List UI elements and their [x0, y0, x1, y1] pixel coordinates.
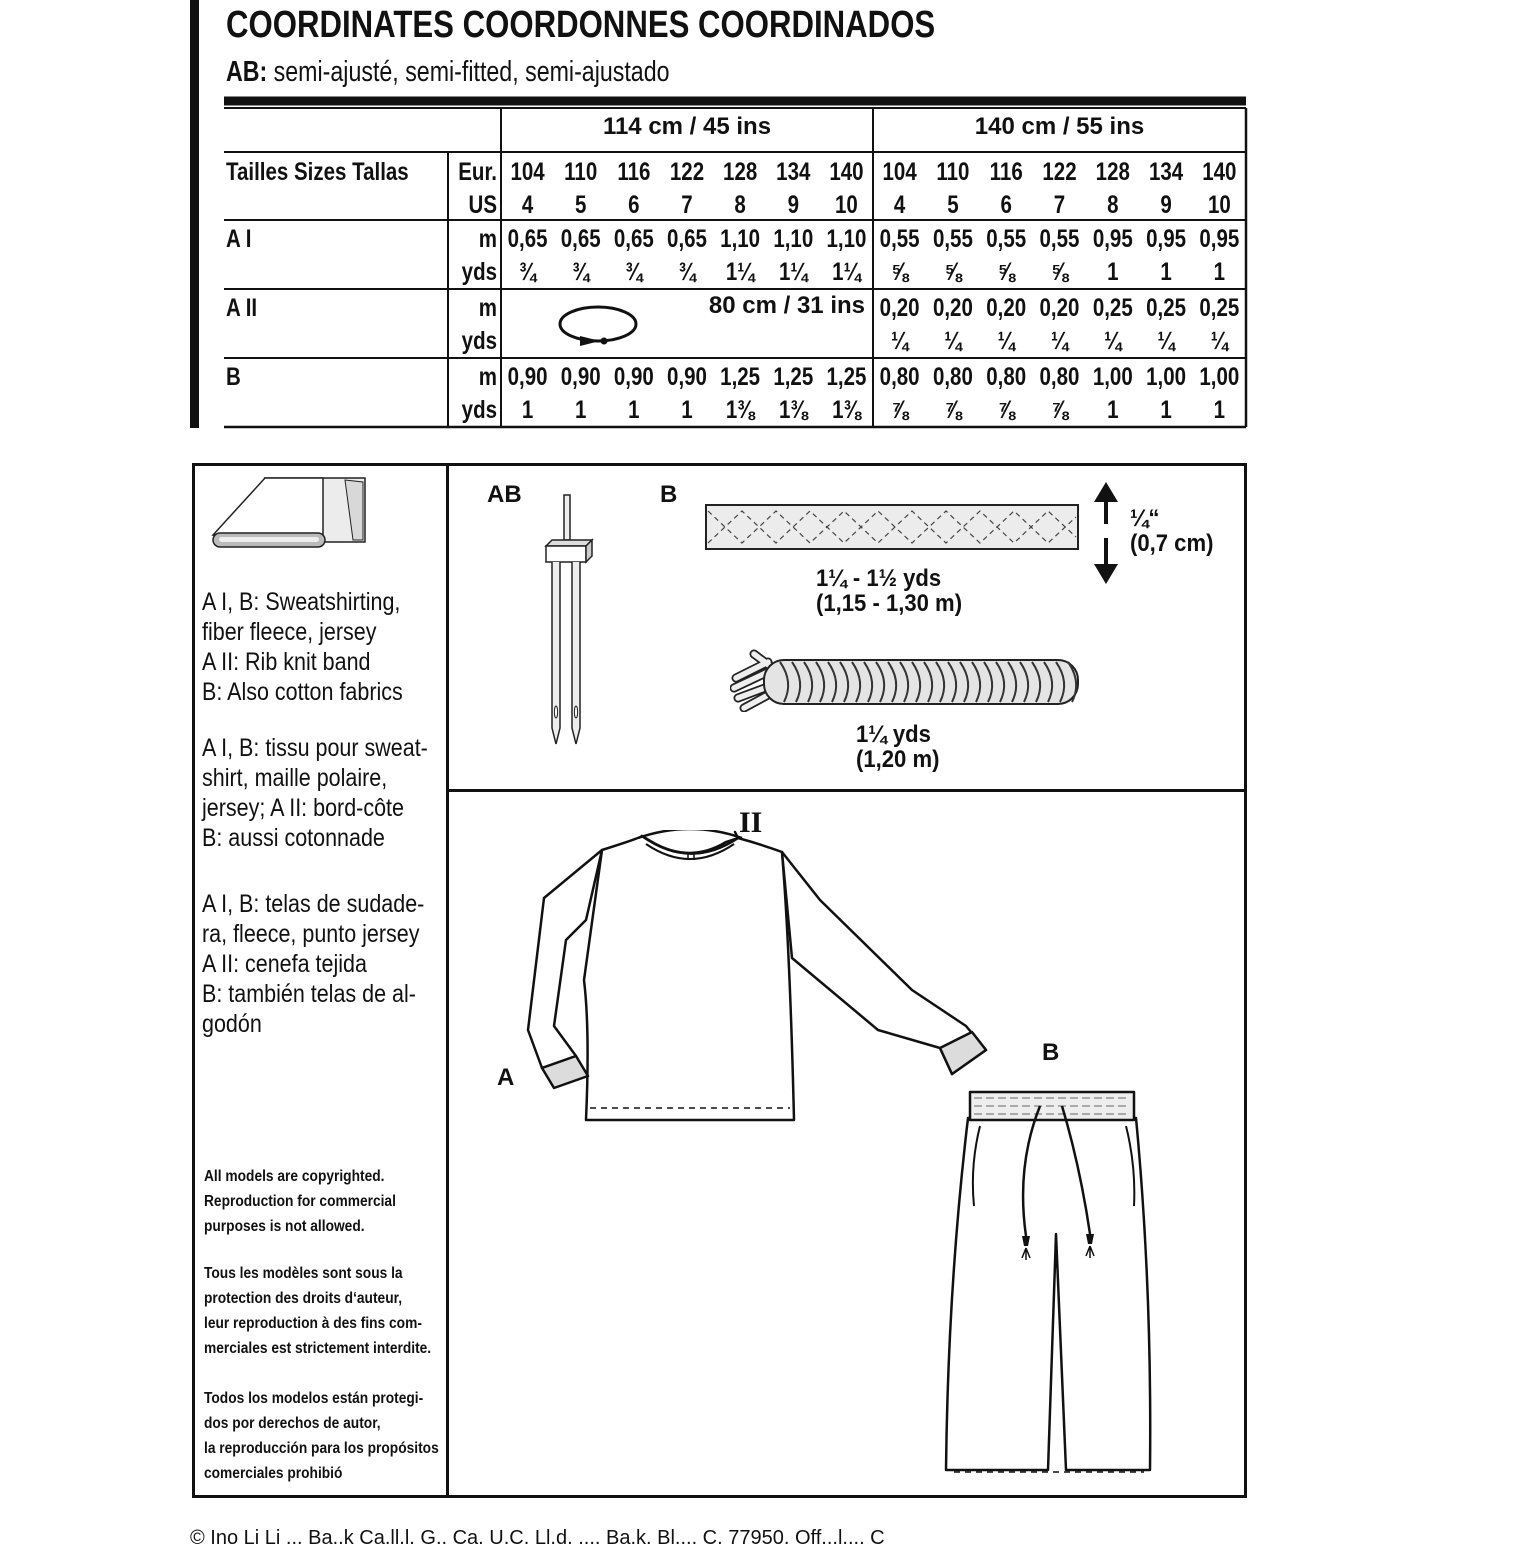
- us-size: 8: [1107, 190, 1119, 219]
- unit-m: m: [478, 293, 498, 322]
- yardage-yds: ⅝: [891, 257, 909, 286]
- yardage-m: 0,65: [560, 224, 601, 253]
- yardage-m: 0,20: [879, 293, 920, 322]
- yardage-yds: ⅝: [997, 257, 1015, 286]
- us-size: 4: [521, 190, 534, 219]
- copyright-es: [204, 1386, 439, 1486]
- copyright-line: comerciales prohibió: [204, 1465, 343, 1482]
- yardage-m: 0,90: [507, 362, 548, 391]
- yardage-yds: ⅝: [944, 257, 962, 286]
- fabric-es: [202, 889, 424, 1039]
- width-group-140: 140 cm / 55 ins: [974, 113, 1145, 140]
- column-divider: [446, 463, 449, 1498]
- view-label: A I: [226, 224, 252, 253]
- yardage-m: 1,10: [826, 224, 867, 253]
- eur-size: 134: [1148, 157, 1184, 186]
- yardage-yds: ⅞: [944, 395, 962, 424]
- view-label: B: [226, 362, 241, 391]
- us-size: 4: [893, 190, 906, 219]
- fabric-fr: [202, 733, 428, 853]
- yardage-m: 0,20: [1039, 293, 1080, 322]
- yardage-yds: 1: [575, 395, 587, 424]
- rib-band-label: II: [739, 806, 763, 839]
- fit-description: semi-ajusté, semi-fitted, semi-ajustado: [267, 56, 670, 88]
- needle-view-label: AB: [487, 481, 522, 508]
- copyright-line: Todos los modelos están protegi-: [204, 1390, 424, 1407]
- page-title: COORDINATES COORDONNES COORDINADOS: [226, 4, 936, 46]
- eur-size: 116: [989, 157, 1023, 186]
- yardage-yds: ¼: [1104, 326, 1122, 355]
- unit-yds: yds: [461, 326, 498, 355]
- yardage-m: 0,25: [1092, 293, 1133, 322]
- fabric-line: A II: Rib knit band: [202, 648, 371, 676]
- folded-fabric-icon: [205, 470, 375, 555]
- yardage-yds: ⅝: [1050, 257, 1069, 286]
- yardage-m: 1,25: [826, 362, 867, 391]
- eur-size: 122: [1042, 157, 1077, 186]
- sweatshirt-sketch: [520, 830, 1000, 1130]
- yardage-m: 0,20: [986, 293, 1027, 322]
- width-arrow-icon: [1092, 480, 1120, 588]
- us-size: 10: [835, 190, 858, 219]
- copyright-line: Tous les modèles sont sous la: [204, 1265, 403, 1282]
- yardage-yds: 1: [1160, 395, 1172, 424]
- yardage-m: 1,25: [720, 362, 761, 391]
- yardage-yds: ⅞: [1050, 395, 1069, 424]
- yardage-m: 0,95: [1199, 224, 1240, 253]
- yardage-table: [224, 96, 1248, 430]
- unit-m: m: [478, 224, 498, 253]
- yardage-yds: 1⅜: [832, 395, 861, 424]
- eur-size: 110: [936, 157, 970, 186]
- yardage-yds: 1: [521, 395, 534, 424]
- width-group-114: 114 cm / 45 ins: [602, 113, 772, 140]
- elastic-length-m: (1,15 - 1,30 m): [816, 590, 963, 617]
- yardage-m: 0,55: [932, 224, 973, 253]
- yardage-m: 1,10: [773, 224, 814, 253]
- rib-loop-icon: [560, 307, 636, 346]
- us-size: 6: [1000, 190, 1012, 219]
- yardage-m: 0,80: [986, 362, 1027, 391]
- yardage-yds: 1⅜: [779, 395, 808, 424]
- unit-m: m: [478, 362, 498, 391]
- copyright-line: dos por derechos de autor,: [204, 1415, 381, 1432]
- us-size: 9: [1160, 190, 1172, 219]
- fabric-line: shirt, maille polaire,: [202, 764, 388, 792]
- elastic-width-in: ¼“: [1130, 505, 1160, 532]
- yardage-yds: 1⅜: [725, 395, 755, 424]
- copyright-fr: [204, 1261, 431, 1361]
- fabric-line: A I, B: Sweatshirting,: [202, 588, 401, 616]
- elastic-length-yds: 1¼ - 1½ yds: [816, 565, 942, 592]
- copyright-line: merciales est strictement interdite.: [204, 1340, 432, 1357]
- eur-size: 122: [669, 157, 705, 186]
- yardage-m: 0,90: [560, 362, 601, 391]
- yardage-m: 1,00: [1092, 362, 1133, 391]
- yardage-yds: 1¼: [725, 257, 755, 286]
- yardage-m: 0,55: [1039, 224, 1080, 253]
- yardage-yds: ¾: [678, 257, 696, 286]
- fabric-line: godón: [202, 1010, 262, 1038]
- fabric-line: B: Also cotton fabrics: [202, 678, 403, 706]
- cord-length-yds: 1¼ yds: [856, 721, 931, 748]
- cord-length: [856, 722, 939, 772]
- copyright-line: Reproduction for commercial: [204, 1193, 396, 1210]
- us-size: 8: [734, 190, 746, 219]
- yardage-m: 0,55: [879, 224, 920, 253]
- footer-copyright: © Ino Li Li ... Ba..k Ca.ll.l. G.. Ca. U.C. Ll.d. .... Ba.k. Bl.... C. 77950. Off...l.... C: [190, 1527, 885, 1549]
- fit-subtitle: [226, 56, 670, 89]
- yardage-m: 1,00: [1146, 362, 1187, 391]
- fabric-line: B: también telas de al-: [202, 980, 416, 1008]
- yardage-yds: 1¼: [832, 257, 861, 286]
- eur-size: 128: [1095, 157, 1130, 186]
- eur-size: 110: [564, 157, 598, 186]
- yardage-yds: ¾: [572, 257, 590, 286]
- fabric-line: A I, B: telas de sudade-: [202, 890, 425, 918]
- us-label: US: [468, 190, 498, 219]
- fabric-line: A I, B: tissu pour sweat-: [202, 734, 428, 762]
- yardage-yds: ⅞: [891, 395, 909, 424]
- yardage-m: 1,25: [773, 362, 814, 391]
- yardage-yds: ¼: [1210, 326, 1228, 355]
- us-size: 5: [575, 190, 587, 219]
- yardage-yds: ⅞: [997, 395, 1015, 424]
- yardage-m: 0,65: [613, 224, 654, 253]
- left-margin-bar: [190, 0, 199, 428]
- copyright-en: [204, 1164, 396, 1239]
- elastic-view-label: B: [660, 481, 678, 508]
- yardage-m: 0,65: [507, 224, 548, 253]
- copyright-line: purposes is not allowed.: [204, 1218, 365, 1235]
- fabric-line: A II: cenefa tejida: [202, 950, 367, 978]
- yardage-yds: ¼: [944, 326, 962, 355]
- eur-size: 128: [723, 157, 758, 186]
- fabric-en: [202, 587, 403, 707]
- yardage-yds: ¼: [1157, 326, 1175, 355]
- yardage-m: 0,80: [879, 362, 920, 391]
- unit-yds: yds: [461, 395, 498, 424]
- eur-label: Eur.: [458, 157, 498, 186]
- yardage-yds: 1: [1107, 395, 1119, 424]
- fabric-line: jersey; A II: bord-côte: [202, 794, 404, 822]
- eur-size: 116: [617, 157, 651, 186]
- unit-yds: yds: [461, 257, 498, 286]
- yardage-yds: 1: [1107, 257, 1119, 286]
- yardage-yds: ¾: [625, 257, 643, 286]
- yardage-m: 0,80: [932, 362, 973, 391]
- yardage-m: 0,20: [932, 293, 973, 322]
- yardage-m: 0,25: [1199, 293, 1240, 322]
- yardage-m: 0,90: [613, 362, 654, 391]
- yardage-yds: ¼: [891, 326, 909, 355]
- row-divider: [446, 789, 1246, 792]
- pants-sketch: [940, 1086, 1160, 1476]
- elastic-width-cm: (0,7 cm): [1130, 530, 1214, 557]
- view-label: A II: [226, 293, 258, 322]
- fit-views-key: AB:: [226, 56, 268, 88]
- yardage-m: 0,95: [1092, 224, 1133, 253]
- eur-size: 140: [829, 157, 864, 186]
- cord-icon: [730, 640, 1082, 712]
- sizes-label: Tailles Sizes Tallas: [226, 157, 409, 186]
- yardage-yds: 1: [628, 395, 640, 424]
- yardage-m: 0,65: [667, 224, 707, 253]
- yardage-yds: 1: [681, 395, 693, 424]
- us-size: 6: [628, 190, 640, 219]
- yardage-m: 0,80: [1039, 362, 1080, 391]
- elastic-length: [816, 566, 962, 616]
- yardage-m: 1,10: [720, 224, 761, 253]
- yardage-yds: ¾: [519, 257, 537, 286]
- yardage-m: 0,95: [1146, 224, 1187, 253]
- yardage-yds: ¼: [997, 326, 1015, 355]
- yardage-m: 1,00: [1199, 362, 1240, 391]
- copyright-line: All models are copyrighted.: [204, 1168, 385, 1185]
- copyright-line: protection des droits d‘auteur,: [204, 1290, 403, 1307]
- yardage-yds: 1¼: [779, 257, 808, 286]
- view-a-label: A: [497, 1064, 515, 1091]
- copyright-line: leur reproduction à des fins com-: [204, 1315, 422, 1332]
- eur-size: 140: [1202, 157, 1237, 186]
- cord-length-m: (1,20 m): [856, 746, 940, 773]
- elastic-width: [1130, 506, 1213, 556]
- eur-size: 104: [510, 157, 545, 186]
- rib-loop-length: 80 cm / 31 ins: [708, 292, 865, 319]
- yardage-yds: ¼: [1050, 326, 1069, 355]
- eur-size: 104: [882, 157, 917, 186]
- yardage-m: 0,25: [1146, 293, 1187, 322]
- yardage-yds: 1: [1213, 257, 1226, 286]
- yardage-m: 0,55: [986, 224, 1027, 253]
- fabric-line: B: aussi cotonnade: [202, 824, 385, 852]
- yardage-yds: 1: [1160, 257, 1172, 286]
- copyright-line: la reproducción para los propósitos: [204, 1440, 439, 1457]
- twin-needle-icon: [540, 490, 600, 748]
- yardage-m: 0,90: [667, 362, 707, 391]
- us-size: 9: [787, 190, 799, 219]
- view-b-label: B: [1042, 1039, 1060, 1066]
- us-size: 10: [1207, 190, 1231, 219]
- fabric-line: ra, fleece, punto jersey: [202, 920, 420, 948]
- us-size: 7: [681, 190, 693, 219]
- us-size: 7: [1053, 190, 1066, 219]
- us-size: 5: [947, 190, 959, 219]
- yardage-yds: 1: [1213, 395, 1226, 424]
- elastic-band-icon: [704, 503, 1080, 553]
- eur-size: 134: [776, 157, 811, 186]
- fabric-line: fiber fleece, jersey: [202, 618, 377, 646]
